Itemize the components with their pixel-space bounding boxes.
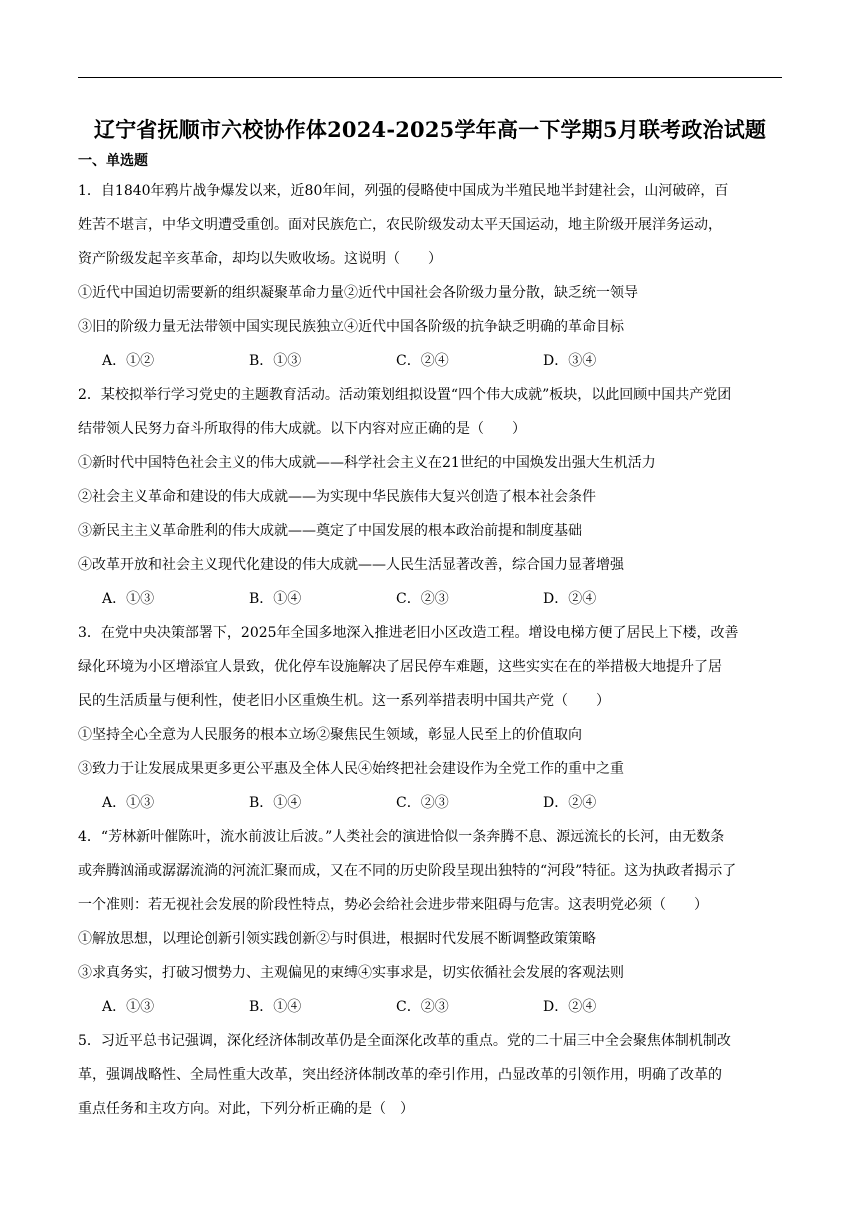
- option-c[interactable]: C．②③: [396, 795, 449, 811]
- statement: ③新民主主义革命胜利的伟大成就——奠定了中国发展的根本政治前提和制度基础: [78, 523, 582, 539]
- option-d[interactable]: D．②④: [543, 999, 597, 1015]
- statement: ①解放思想，以理论创新引领实践创新②与时俱进，根据时代发展不断调整政策策略: [78, 931, 596, 947]
- statement: ③求真务实，打破习惯势力、主观偏见的束缚④实事求是，切实依循社会发展的客观法则: [78, 965, 624, 981]
- question-stem-line: 结带领人民努力奋斗所取得的伟大成就。以下内容对应正确的是（ ）: [78, 421, 526, 437]
- page-title: 辽宁省抚顺市六校协作体2024-2025学年高一下学期5月联考政治试题: [93, 117, 767, 142]
- question-stem-line: 绿化环境为小区增添宜人景致，优化停车设施解决了居民停车难题，这些实实在在的举措极大地提升了居: [78, 659, 722, 675]
- question-3: [78, 616, 784, 820]
- statement: ①坚持全心全意为人民服务的根本立场②聚焦民生领域，彰显人民至上的价值取向: [78, 727, 582, 743]
- option-a[interactable]: A．①③: [102, 999, 155, 1015]
- option-a[interactable]: A．①③: [102, 591, 155, 607]
- option-c[interactable]: C．②③: [396, 999, 449, 1015]
- question-1: [78, 174, 784, 378]
- question-stem-line: 民的生活质量与便利性，使老旧小区重焕生机。这一系列举措表明中国共产党（ ）: [78, 693, 610, 709]
- question-stem-line: 一个准则：若无视社会发展的阶段性特点，势必会给社会进步带来阻碍与危害。这表明党必须（ ）: [78, 897, 708, 913]
- option-d[interactable]: D．②④: [543, 591, 597, 607]
- option-a[interactable]: A．①③: [102, 795, 155, 811]
- question-stem-line: 资产阶级发起辛亥革命，却均以失败收场。这说明（ ）: [78, 251, 442, 267]
- statement: ②社会主义革命和建设的伟大成就——为实现中华民族伟大复兴创造了根本社会条件: [78, 489, 596, 505]
- question-stem-line: 1．自1840年鸦片战争爆发以来，近80年间，列强的侵略使中国成为半殖民地半封建社会，山河破碎，百: [78, 183, 729, 199]
- question-stem-line: 2．某校拟举行学习党史的主题教育活动。活动策划组拟设置“四个伟大成就”板块，以此回顾中国共产党团: [78, 387, 732, 403]
- answer-options: [78, 582, 784, 616]
- answer-options: [78, 990, 784, 1024]
- question-stem-line: 姓苦不堪言，中华文明遭受重创。面对民族危亡，农民阶级发动太平天国运动，地主阶级开展洋务运动，: [78, 217, 722, 233]
- statement: ③旧的阶级力量无法带领中国实现民族独立④近代中国各阶级的抗争缺乏明确的革命目标: [78, 319, 624, 335]
- answer-options: [78, 344, 784, 378]
- statement: ①近代中国迫切需要新的组织凝聚革命力量②近代中国社会各阶级力量分散，缺乏统一领导: [78, 285, 638, 301]
- question-list: [78, 174, 784, 1126]
- question-4: [78, 820, 784, 1024]
- option-c[interactable]: C．②④: [396, 353, 449, 369]
- statement: ④改革开放和社会主义现代化建设的伟大成就——人民生活显著改善，综合国力显著增强: [78, 557, 624, 573]
- question-stem-line: 革，强调战略性、全局性重大改革，突出经济体制改革的牵引作用，凸显改革的引领作用，明确了改革的: [78, 1067, 722, 1083]
- option-b[interactable]: B．①④: [249, 999, 302, 1015]
- header-rule: [78, 77, 782, 78]
- question-stem-line: 重点任务和主攻方向。对此，下列分析正确的是（ ）: [78, 1101, 414, 1117]
- question-stem-line: 3．在党中央决策部署下，2025年全国多地深入推进老旧小区改造工程。增设电梯方便了居民上下楼，改善: [78, 625, 739, 641]
- option-d[interactable]: D．③④: [543, 353, 597, 369]
- question-5: [78, 1024, 784, 1126]
- statement: ①新时代中国特色社会主义的伟大成就——科学社会主义在21世纪的中国焕发出强大生机活力: [78, 455, 656, 471]
- option-a[interactable]: A．①②: [102, 353, 155, 369]
- option-b[interactable]: B．①④: [249, 795, 302, 811]
- question-stem-line: 5．习近平总书记强调，深化经济体制改革仍是全面深化改革的重点。党的二十届三中全会聚焦体制机制改: [78, 1033, 731, 1049]
- answer-options: [78, 786, 784, 820]
- question-stem-line: 或奔腾汹涌或潺潺流淌的河流汇聚而成，又在不同的历史阶段呈现出独特的“河段”特征。这为执政者揭示了: [78, 863, 737, 879]
- question-2: [78, 378, 784, 616]
- option-d[interactable]: D．②④: [543, 795, 597, 811]
- option-c[interactable]: C．②③: [396, 591, 449, 607]
- statement: ③致力于让发展成果更多更公平惠及全体人民④始终把社会建设作为全党工作的重中之重: [78, 761, 624, 777]
- option-b[interactable]: B．①③: [249, 353, 302, 369]
- section-heading: 一、单选题: [78, 153, 148, 169]
- question-stem-line: 4．“芳林新叶催陈叶，流水前波让后波。”人类社会的演进恰似一条奔腾不息、源远流长的长河，由无数条: [78, 829, 725, 845]
- option-b[interactable]: B．①④: [249, 591, 302, 607]
